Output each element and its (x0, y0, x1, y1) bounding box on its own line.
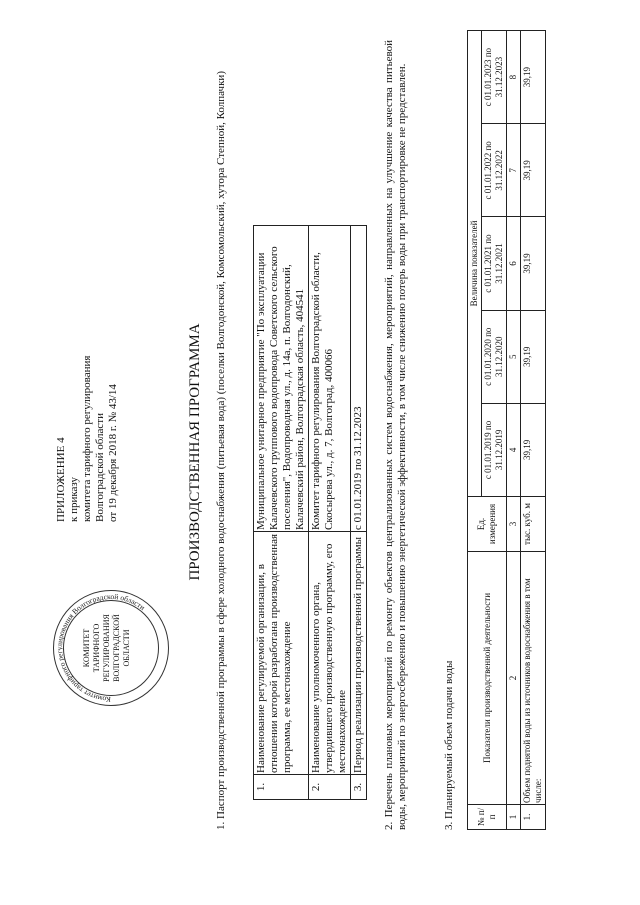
rotated-page (15, 12, 625, 892)
col-index: 3 (507, 497, 521, 552)
table-row (309, 226, 351, 800)
col-index: 8 (507, 31, 521, 124)
col-period-header: с 01.01.2020 по 31.12.2020 (482, 310, 507, 403)
appendix-block (55, 322, 120, 592)
col-period-header: с 01.01.2023 по 31.12.2023 (482, 31, 507, 124)
stamp-core-text: КОМИТЕТ ТАРИФНОГО РЕГУЛИРОВАНИЯ ВОЛГОГРАДСКОЙ ОБЛАСТИ (82, 614, 131, 682)
row-value: 39,19 (521, 124, 546, 217)
table-row (521, 31, 546, 830)
row-value: 39,19 (521, 403, 546, 496)
row-value: Комитет тарифного регулирования Волгоградской области, Скосырева ул., д. 7, Волгоград, 400066 (309, 226, 351, 532)
row-label: Наименование уполномоченного органа, утвердившего производственную программу, его местонахождение (309, 532, 351, 775)
row-number: 2. (309, 775, 351, 800)
col-index: 2 (507, 552, 521, 805)
appendix-title: ПРИЛОЖЕНИЕ 4 (55, 437, 67, 522)
col-unit-header: Ед. измерения (468, 497, 507, 552)
section1-heading: 1. Паспорт производственной программы в сфере холодного водоснабжения (питьевая вода) (поселки Волгодонской, Комсомольский, хутора Степной, Колпачки) (215, 71, 227, 830)
col-period-header: с 01.01.2019 по 31.12.2019 (482, 403, 507, 496)
row-number: 1. (254, 775, 309, 800)
appendix-line: Волгоградской области (94, 413, 106, 522)
col-period-header: с 01.01.2021 по 31.12.2021 (482, 217, 507, 310)
col-num-header: № п/п (468, 805, 507, 830)
row-number: 3. (351, 775, 367, 800)
appendix-line: комитета тарифного регулирования (81, 355, 93, 522)
row-label: Наименование регулируемой организации, в отношении которой разработана производственная программа, ее местонахождение (254, 532, 309, 775)
table-header-row (468, 31, 482, 830)
col-index: 6 (507, 217, 521, 310)
row-value: 39,19 (521, 310, 546, 403)
row-unit: тыс. куб. м (521, 497, 546, 552)
col-index: 7 (507, 124, 521, 217)
row-number: 1. (521, 805, 546, 830)
row-value: с 01.01.2019 по 31.12.2023 (351, 226, 367, 532)
table-row (351, 226, 367, 800)
row-label: Период реализации производственной программы (351, 532, 367, 775)
table-row (254, 226, 309, 800)
appendix-line: к приказу (68, 476, 80, 522)
row-value: 39,19 (521, 31, 546, 124)
water-volume-table (467, 30, 546, 830)
col-index: 5 (507, 310, 521, 403)
official-stamp (53, 590, 169, 706)
row-value: 39,19 (521, 217, 546, 310)
section3-heading: 3. Планируемый объем подачи воды (443, 660, 455, 830)
col-group-header: Величина показателей (468, 31, 482, 497)
col-index: 1 (507, 805, 521, 830)
document-title: ПРОИЗВОДСТВЕННАЯ ПРОГРАММА (187, 323, 203, 581)
col-indicator-header: Показатели производственной деятельности (468, 552, 507, 805)
col-index: 4 (507, 403, 521, 496)
row-value: Муниципальное унитарное предприятие "По эксплуатации Калачевского группового водопровода Советского сельского поселения", Водопроводная ул., д. 14а, п. Волгодонский, Калачевский район, Волгоградская область, 404541 (254, 226, 309, 532)
section2-text: 2. Перечень плановых мероприятий по ремонту объектов централизованных систем водоснабжения, мероприятий, направленных на улучшение качества питьевой воды, мероприятий по энергосбережению и повышению энергетической эффективности, в том числе снижению потерь воды при транспортировке не представлен. (383, 40, 408, 830)
row-indicator: Объем поднятой воды из источников водоснабжения в том числе: (521, 552, 546, 805)
column-index-row (507, 31, 521, 830)
passport-table (253, 225, 367, 800)
col-period-header: с 01.01.2022 по 31.12.2022 (482, 124, 507, 217)
stamp-ring-text: Комитет тарифного регулирования Волгоградской области (54, 591, 147, 705)
appendix-line: от 19 декабря 2018 г. № 43/14 (107, 384, 119, 522)
